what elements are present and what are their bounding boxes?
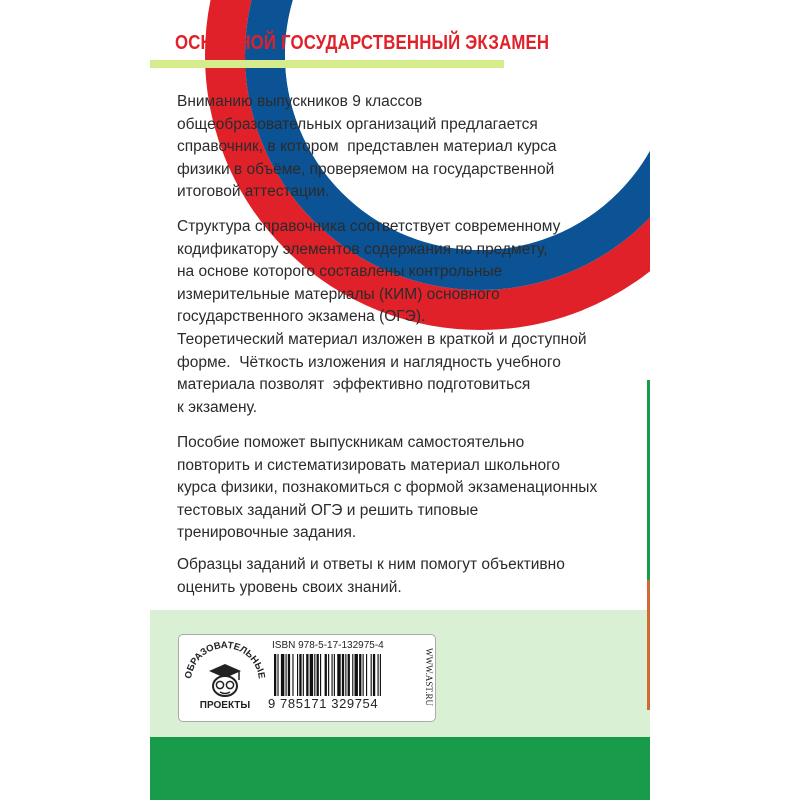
series-title: ОСНОВНОЙ ГОСУДАРСТВЕННЫЙ ЭКЗАМЕН	[175, 32, 550, 54]
barcode-digits: 9 785171 329754	[268, 696, 379, 711]
paragraph-2: Структура справочника соответствует современному кодификатору элементов содержания по предмету, на основе которого составлены контрольные измерительные материалы (КИМ) основного государственного экзамена (ОГЭ).	[177, 218, 561, 325]
green-band	[150, 737, 650, 800]
svg-text:ОБРАЗОВАТЕЛЬНЫЕ: ОБРАЗОВАТЕЛЬНЫЕ	[183, 639, 267, 680]
isbn-number: ISBN 978-5-17-132975-4	[272, 640, 384, 651]
paragraph-4: Пособие поможет выпускникам самостоятельно повторить и систематизировать материал школьного курса физики, познакомиться с формой экзаменационных тестовых заданий ОГЭ и решить типовые тренировочные задания.	[177, 434, 598, 541]
publisher-website: WWW.AST.RU	[424, 648, 434, 706]
paragraph-3: Теоретический материал изложен в краткой и доступной форме. Чёткость изложения и наглядность учебного материала позволят эффективно подготовиться к экзамену.	[177, 331, 587, 416]
title-underline-bar	[150, 60, 504, 68]
svg-text:ПРОЕКТЫ: ПРОЕКТЫ	[199, 700, 251, 711]
barcode-icon	[272, 654, 422, 696]
edge-green-strip	[647, 380, 650, 580]
publisher-logo-icon	[183, 638, 267, 716]
paragraph-5: Образцы заданий и ответы к ним помогут объективно оценить уровень своих знаний.	[177, 556, 565, 596]
paragraph-1: Вниманию выпускников 9 классов общеобразовательных организаций предлагается справочник, в котором представлен материал курса физики в объёме, проверяемом на государственной итоговой аттестации.	[177, 93, 557, 200]
edge-orange-strip	[647, 580, 650, 710]
